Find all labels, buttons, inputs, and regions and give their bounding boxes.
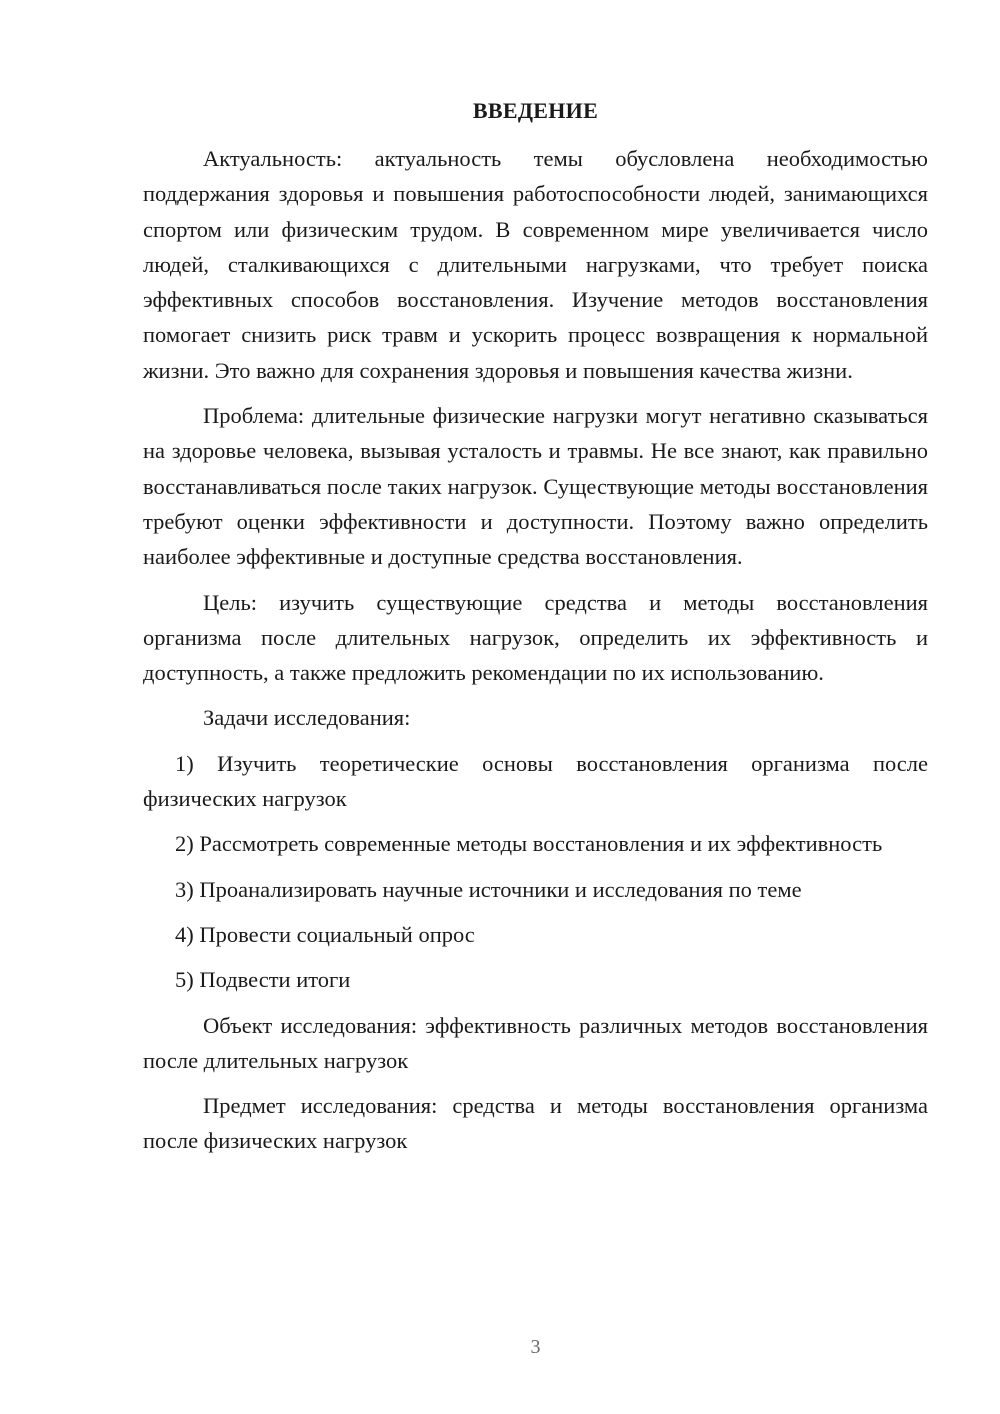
tasks-list [143,746,928,998]
task-item: 4) Провести социальный опрос [175,921,475,947]
tasks-heading: Задачи исследования: [203,705,411,731]
paragraph-subject: Предмет исследования: средства и методы восстановления организма после физических нагрузок [143,1093,928,1154]
document-body [143,141,928,1169]
paragraph-goal: Цель: изучить существующие средства и методы восстановления организма после длительных нагрузок, определить их эффективность и доступность, а также предложить рекомендации по их использованию. [143,589,928,686]
page-number: 3 [530,1336,541,1358]
document-page [143,0,928,1414]
task-item: 3) Проанализировать научные источники и исследования по теме [175,876,802,902]
paragraph-problem: Проблема: длительные физические нагрузки могут негативно сказываться на здоровье человека, вызывая усталость и травмы. Не все знают, как правильно восстанавливаться после таких нагрузок. Существующие методы восстановления требуют оценки эффективности и доступности. Поэтому важно определить наиболее эффективные и доступные средства восстановления. [143,403,928,570]
paragraph-relevance: Актуальность: актуальность темы обусловлена необходимостью поддержания здоровья и повышения работоспособности людей, занимающихся спортом или физическим трудом. В современном мире увеличивается число людей, сталкивающихся с длительными нагрузками, что требует поиска эффективных способов восстановления. Изучение методов восстановления помогает снизить риск травм и ускорить процесс возвращения к нормальной жизни. Это важно для сохранения здоровья и повышения качества жизни. [143,146,928,383]
paragraph-object: Объект исследования: эффективность различных методов восстановления после длительных нагрузок [143,1012,928,1073]
task-item: 1) Изучить теоретические основы восстановления организма после физических нагрузок [143,750,928,812]
task-item: 2) Рассмотреть современные методы восстановления и их эффективность [175,831,883,857]
task-item: 5) Подвести итоги [175,967,351,993]
section-title: ВВЕДЕНИЕ [472,98,599,123]
